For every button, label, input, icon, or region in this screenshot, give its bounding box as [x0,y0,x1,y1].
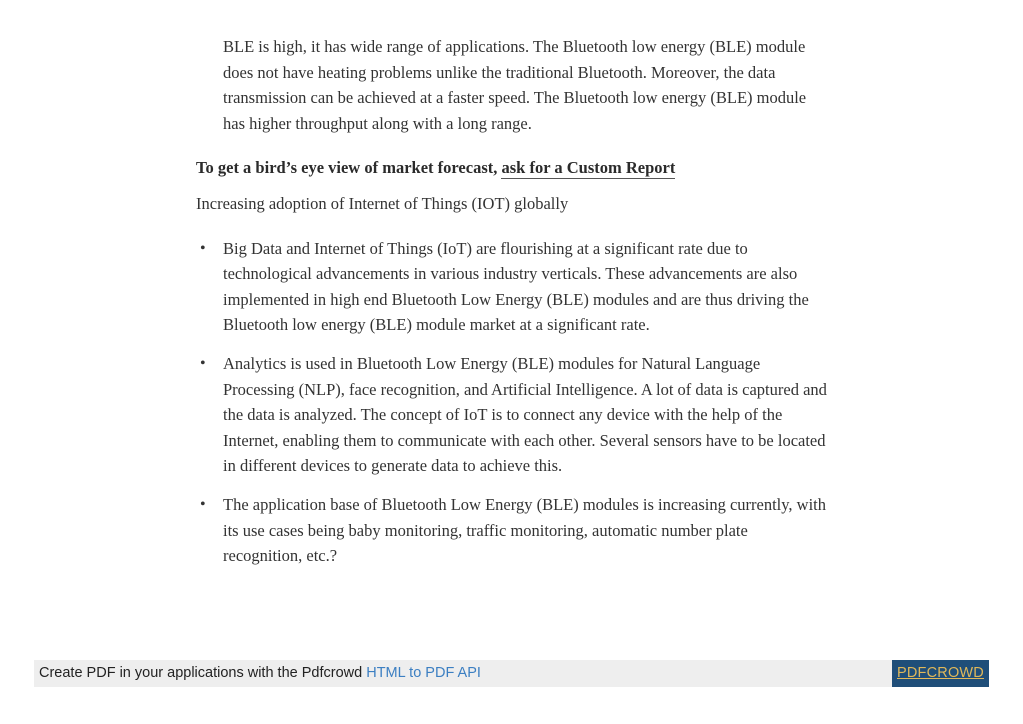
article-content [196,34,836,582]
bullet-list [196,236,836,569]
footer-text [39,665,481,681]
bullet-icon: • [200,495,206,513]
list-item [196,351,828,479]
pdfcrowd-brand-button[interactable]: PDFCROWD [892,660,989,687]
custom-report-link[interactable]: ask for a Custom Report [501,158,676,178]
bullet-icon: • [200,239,206,257]
list-item-text: Analytics is used in Bluetooth Low Energy (BLE) modules for Natural Language Processing (NLP), face recognition, and Artificial Intelligence. A lot of data is captured and the data is analyzed. The concept of IoT is to connect any device with the help of the Internet, enabling them to communicate with each other. Several sensors have to be located in different devices to generate data to achieve this. [223,353,827,476]
list-item-text: Big Data and Internet of Things (IoT) are flourishing at a significant rate due to technological advancements in various industry verticals. These advancements are also implemented in high end Bluetooth Low Energy (BLE) modules and are thus driving the Bluetooth low energy (BLE) module market at a significant rate. [223,238,809,335]
bullet-icon: • [200,354,206,372]
footer-label: Create PDF in your applications with the Pdfcrowd [39,665,363,681]
forecast-callout [196,155,836,181]
pdfcrowd-footer-bar [34,660,989,687]
intro-paragraph: BLE is high, it has wide range of applications. The Bluetooth low energy (BLE) module does not have heating problems unlike the traditional Bluetooth. Moreover, the data transmission can be achieved at a faster speed. The Bluetooth low energy (BLE) module has higher throughput along with a long range. [223,37,807,133]
list-item [196,236,828,338]
html-to-pdf-api-link[interactable]: HTML to PDF API [366,665,481,681]
list-item-text: The application base of Bluetooth Low Energy (BLE) modules is increasing currently, with its use cases being baby monitoring, traffic monitoring, automatic number plate recognition, etc.? [223,494,827,566]
list-item [196,492,828,569]
forecast-callout-text: To get a bird’s eye view of market forecast, [196,158,498,178]
section-heading: Increasing adoption of Internet of Things (IOT) globally [196,193,569,213]
